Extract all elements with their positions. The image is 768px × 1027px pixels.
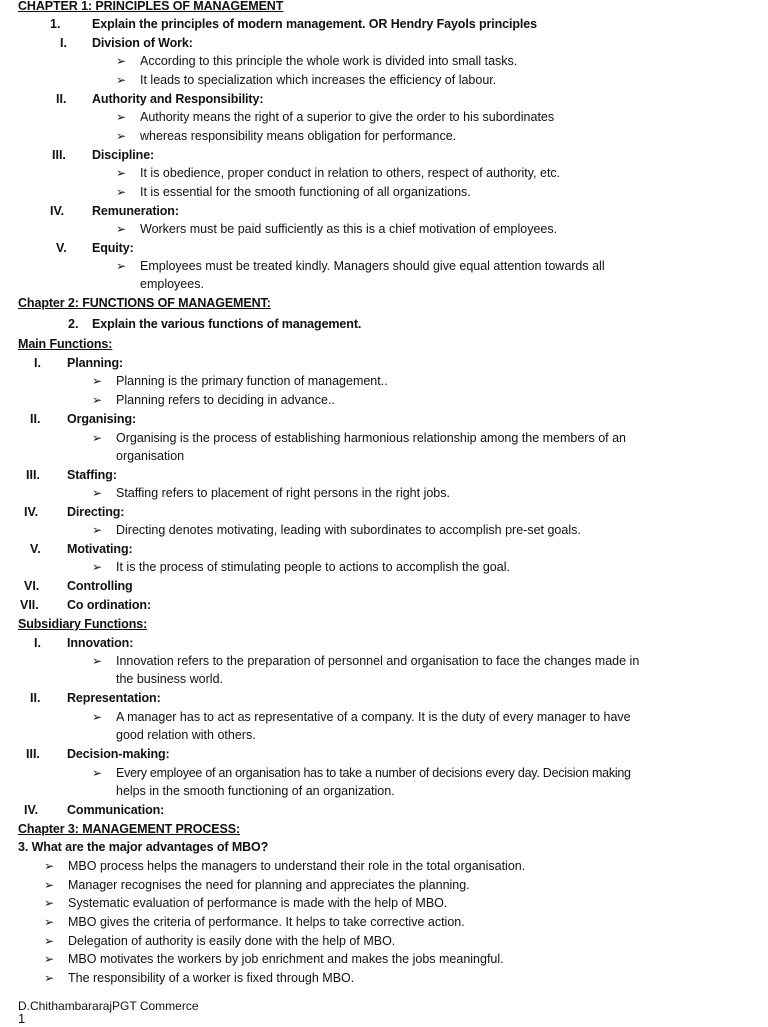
c2-sub-2-point-1: A manager has to act as representative of a company. It is the duty of every manager to have	[116, 710, 631, 724]
c2-main-7-number: VII.	[20, 598, 39, 612]
bullet-arrow-icon: ➢	[44, 934, 55, 948]
c2-main-3-point-1: Staffing refers to placement of right persons in the right jobs.	[116, 486, 450, 500]
bullet-arrow-icon: ➢	[44, 878, 55, 892]
c2-sub-4-title: Communication:	[67, 803, 165, 817]
question-2-number: 2.	[68, 317, 79, 331]
c1-item-1-point-1: According to this principle the whole work is divided into small tasks.	[140, 54, 518, 68]
c2-sub-1-title: Innovation:	[67, 636, 134, 650]
c1-item-4-title: Remuneration:	[92, 204, 179, 218]
c2-main-5-title: Motivating:	[67, 542, 133, 556]
c1-item-5-point-1: Employees must be treated kindly. Managers should give equal attention towards all	[140, 259, 605, 273]
question-1-text: Explain the principles of modern management. OR Hendry Fayols principles	[92, 17, 537, 31]
c2-main-2-point-1: Organising is the process of establishing harmonious relationship among the members of an	[116, 431, 626, 445]
c2-main-6-number: VI.	[24, 579, 40, 593]
mbo-point-2: Manager recognises the need for planning and appreciates the planning.	[68, 878, 470, 892]
bullet-arrow-icon: ➢	[44, 859, 55, 873]
bullet-arrow-icon: ➢	[44, 971, 55, 985]
bullet-arrow-icon: ➢	[92, 523, 103, 537]
c2-sub-2-point-2: good relation with others.	[116, 728, 256, 742]
bullet-arrow-icon: ➢	[92, 710, 103, 724]
c2-main-4-title: Directing:	[67, 505, 125, 519]
c2-main-2-point-2: organisation	[116, 449, 185, 463]
c2-main-1-number: I.	[34, 356, 41, 370]
question-2-text: Explain the various functions of management.	[92, 317, 362, 331]
bullet-arrow-icon: ➢	[92, 431, 103, 445]
bullet-arrow-icon: ➢	[116, 222, 127, 236]
c2-main-7-title: Co ordination:	[67, 598, 152, 612]
page-number: 1	[18, 1011, 26, 1026]
bullet-arrow-icon: ➢	[92, 486, 103, 500]
bullet-arrow-icon: ➢	[44, 915, 55, 929]
c1-item-5-point-2: employees.	[140, 277, 204, 291]
c1-item-3-point-1: It is obedience, proper conduct in relation to others, respect of authority, etc.	[140, 166, 561, 180]
c1-item-2-number: II.	[56, 92, 67, 106]
bullet-arrow-icon: ➢	[116, 110, 127, 124]
c1-item-3-number: III.	[52, 148, 66, 162]
c2-sub-3-point-1: Every employee of an organisation has to take a number of decisions every day. Decision making	[116, 766, 631, 780]
c2-sub-2-title: Representation:	[67, 691, 161, 705]
bullet-arrow-icon: ➢	[92, 654, 103, 668]
c2-sub-1-number: I.	[34, 636, 41, 650]
c1-item-5-number: V.	[56, 241, 67, 255]
mbo-point-5: Delegation of authority is easily done with the help of MBO.	[68, 934, 396, 948]
mbo-point-6: MBO motivates the workers by job enrichment and makes the jobs meaningful.	[68, 952, 504, 966]
c2-main-5-point-1: It is the process of stimulating people to actions to accomplish the goal.	[116, 560, 510, 574]
bullet-arrow-icon: ➢	[92, 560, 103, 574]
c2-sub-3-title: Decision-making:	[67, 747, 170, 761]
c2-main-2-title: Organising:	[67, 412, 137, 426]
bullet-arrow-icon: ➢	[116, 129, 127, 143]
c1-item-1-title: Division of Work:	[92, 36, 193, 50]
c1-item-3-point-2: It is essential for the smooth functioning of all organizations.	[140, 185, 471, 199]
c1-item-5-title: Equity:	[92, 241, 134, 255]
mbo-point-4: MBO gives the criteria of performance. It helps to take corrective action.	[68, 915, 465, 929]
c2-main-3-title: Staffing:	[67, 468, 117, 482]
c2-main-5-number: V.	[30, 542, 41, 556]
c1-item-1-number: I.	[60, 36, 67, 50]
question-3-text: 3. What are the major advantages of MBO?	[18, 840, 269, 854]
bullet-arrow-icon: ➢	[44, 896, 55, 910]
c1-item-1-point-2: It leads to specialization which increases the efficiency of labour.	[140, 73, 497, 87]
c2-sub-4-number: IV.	[24, 803, 39, 817]
c2-main-1-point-1: Planning is the primary function of management..	[116, 374, 388, 388]
main-functions-heading: Main Functions:	[18, 337, 113, 351]
mbo-point-1: MBO process helps the managers to understand their role in the total organisation.	[68, 859, 526, 873]
c1-item-2-point-1: Authority means the right of a superior to give the order to his subordinates	[140, 110, 555, 124]
bullet-arrow-icon: ➢	[116, 185, 127, 199]
c2-sub-3-point-2: helps in the smooth functioning of an organization.	[116, 784, 395, 798]
c2-sub-2-number: II.	[30, 691, 41, 705]
bullet-arrow-icon: ➢	[44, 952, 55, 966]
c1-item-2-point-2: whereas responsibility means obligation for performance.	[140, 129, 457, 143]
subsidiary-functions-heading: Subsidiary Functions:	[18, 617, 148, 631]
bullet-arrow-icon: ➢	[116, 54, 127, 68]
chapter-3-title: Chapter 3: MANAGEMENT PROCESS:	[18, 822, 241, 836]
bullet-arrow-icon: ➢	[116, 73, 127, 87]
c2-main-1-point-2: Planning refers to deciding in advance..	[116, 393, 335, 407]
bullet-arrow-icon: ➢	[92, 393, 103, 407]
c2-sub-3-number: III.	[26, 747, 40, 761]
chapter-2-title: Chapter 2: FUNCTIONS OF MANAGEMENT:	[18, 296, 271, 310]
c1-item-4-number: IV.	[50, 204, 65, 218]
mbo-point-7: The responsibility of a worker is fixed through MBO.	[68, 971, 355, 985]
c2-main-2-number: II.	[30, 412, 41, 426]
c1-item-4-point-1: Workers must be paid sufficiently as this is a chief motivation of employees.	[140, 222, 558, 236]
bullet-arrow-icon: ➢	[92, 766, 103, 780]
c2-sub-1-point-1: Innovation refers to the preparation of personnel and organisation to face the changes made in	[116, 654, 640, 668]
c1-item-3-title: Discipline:	[92, 148, 155, 162]
footer-author: D.ChithambararajPGT Commerce	[18, 999, 199, 1013]
bullet-arrow-icon: ➢	[116, 259, 127, 273]
c2-main-4-point-1: Directing denotes motivating, leading with subordinates to accomplish pre-set goals.	[116, 523, 581, 537]
c2-main-4-number: IV.	[24, 505, 39, 519]
bullet-arrow-icon: ➢	[116, 166, 127, 180]
c2-main-3-number: III.	[26, 468, 40, 482]
c2-main-1-title: Planning:	[67, 356, 124, 370]
c1-item-2-title: Authority and Responsibility:	[92, 92, 264, 106]
c2-sub-1-point-2: the business world.	[116, 672, 224, 686]
mbo-point-3: Systematic evaluation of performance is made with the help of MBO.	[68, 896, 448, 910]
question-1-number: 1.	[50, 17, 61, 31]
c2-main-6-title: Controlling	[67, 579, 133, 593]
bullet-arrow-icon: ➢	[92, 374, 103, 388]
chapter-1-title: CHAPTER 1: PRINCIPLES OF MANAGEMENT	[18, 0, 284, 13]
